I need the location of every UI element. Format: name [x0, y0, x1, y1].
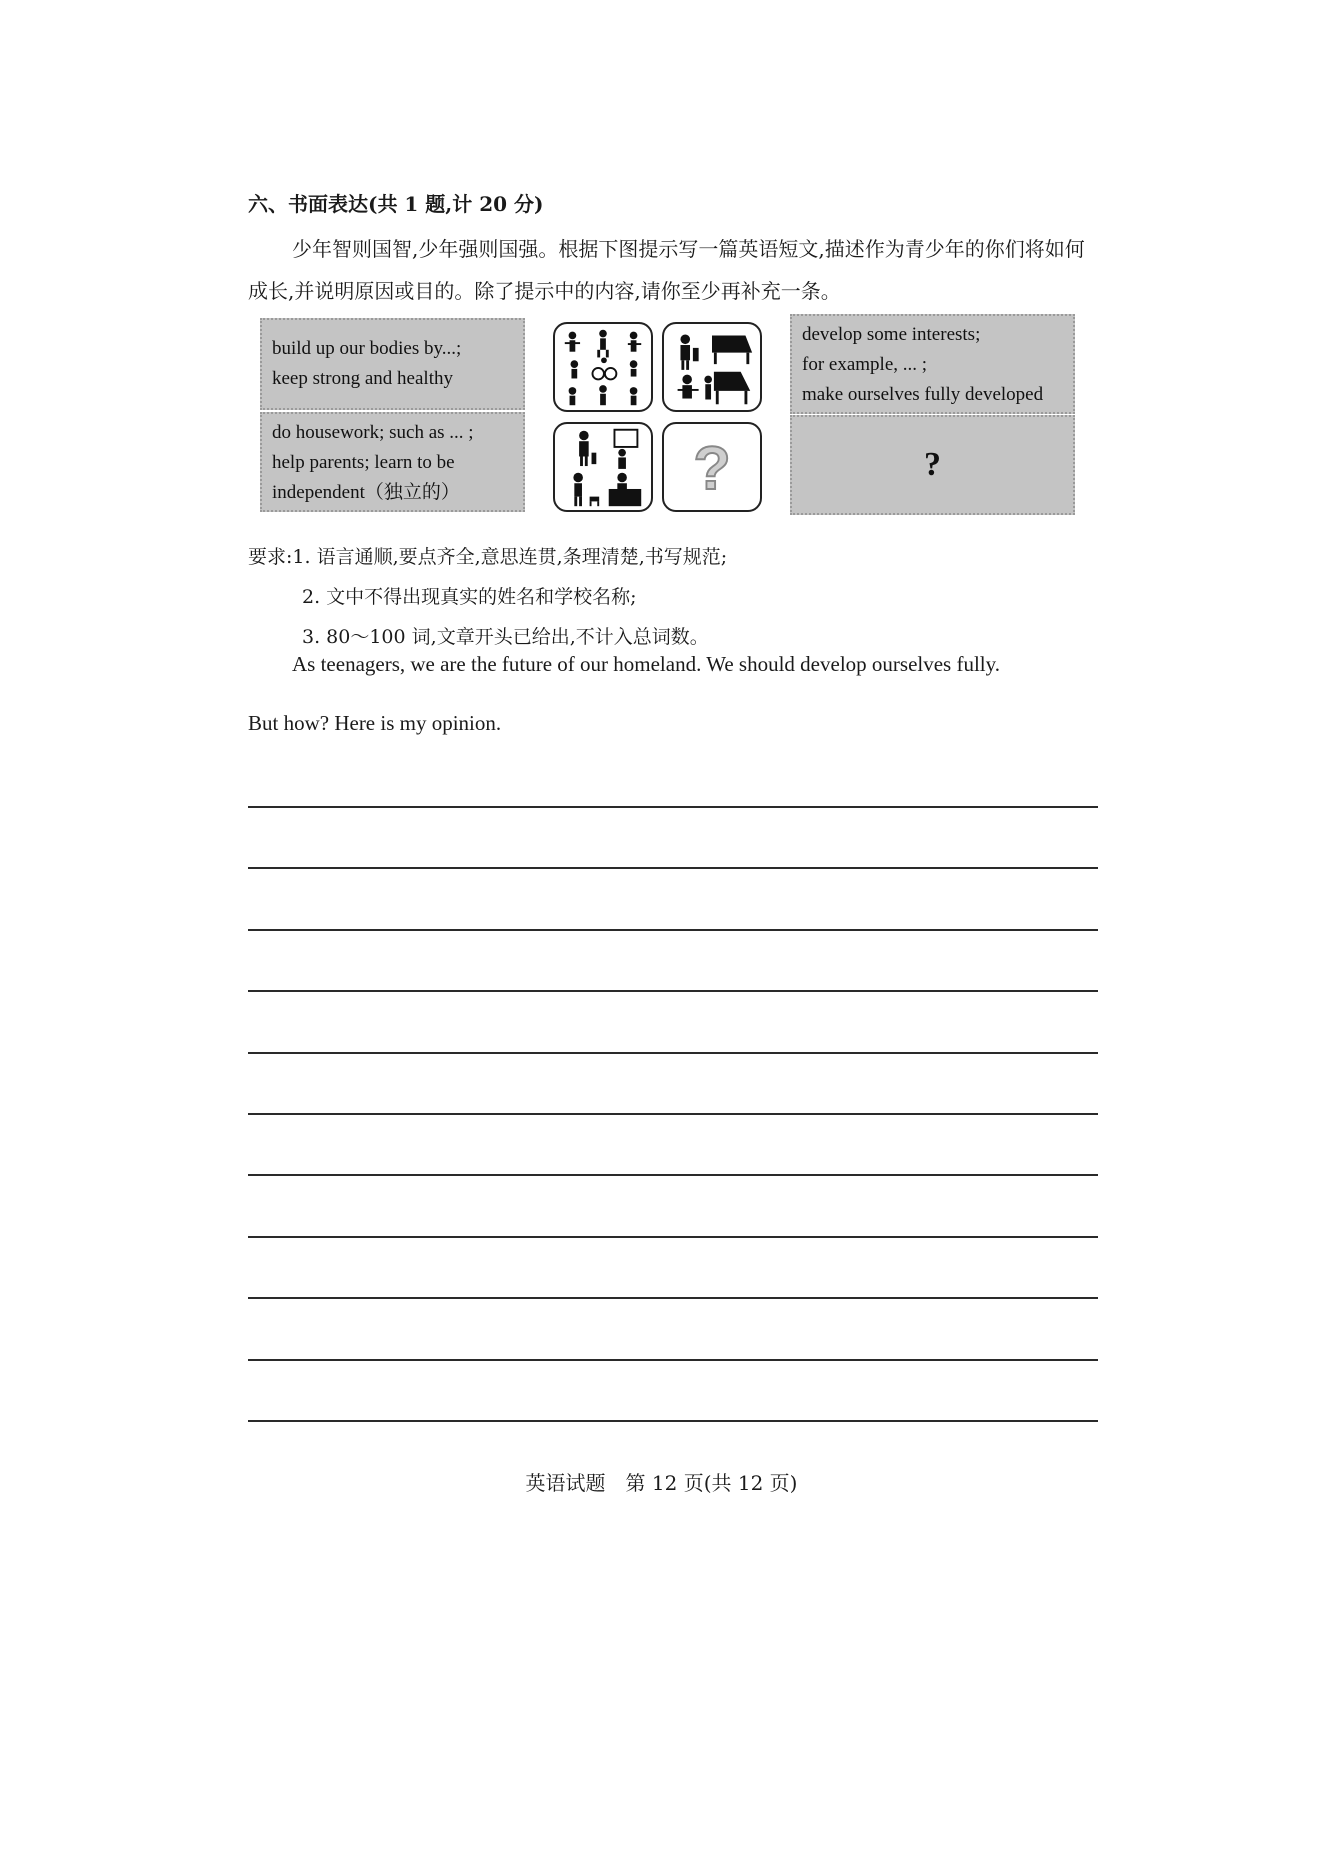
question-mark: ? — [924, 446, 941, 483]
intro-text: 少年智则国智,少年强则国强。根据下图提示写一篇英语短文,描述作为青少年的你们将如何成长,并说明原因或目的。除了提示中的内容,请你至少再补充一条。 — [248, 237, 1085, 303]
hint-box-bodies — [260, 318, 525, 410]
sports-figures-icon — [553, 322, 653, 412]
hint-line: develop some interests; — [802, 324, 981, 345]
writing-line[interactable] — [248, 867, 1098, 869]
hint-line: for example, ... ; — [802, 354, 928, 375]
writing-line[interactable] — [248, 1359, 1098, 1361]
writing-line[interactable] — [248, 990, 1098, 992]
essay-opening — [248, 652, 1108, 736]
svg-text:?: ? — [693, 433, 731, 502]
hint-line: help parents; learn to be — [272, 452, 455, 473]
music-figures-icon — [662, 322, 762, 412]
writing-line[interactable] — [248, 1113, 1098, 1115]
requirement-2: 2. 文中不得出现真实的姓名和学校名称; — [302, 586, 637, 608]
requirement-3: 3. 80～100 词,文章开头已给出,不计入总词数。 — [302, 626, 709, 648]
writing-line[interactable] — [248, 1420, 1098, 1422]
hint-line: build up our bodies by...; — [272, 338, 462, 359]
hint-box-interests — [790, 314, 1075, 414]
opening-line-1: As teenagers, we are the future of our homeland. We should develop ourselves fully. — [292, 652, 1001, 676]
writing-line[interactable] — [248, 1236, 1098, 1238]
hint-box-your-idea — [790, 415, 1075, 515]
hint-line: make ourselves fully developed — [802, 384, 1044, 405]
page-footer: 英语试题 第 12 页(共 12 页) — [525, 1471, 798, 1495]
writing-line[interactable] — [248, 929, 1098, 931]
writing-line[interactable] — [248, 1174, 1098, 1176]
hint-line: keep strong and healthy — [272, 368, 453, 389]
question-mark-icon — [662, 422, 762, 512]
requirement-1: 要求:1. 语言通顺,要点齐全,意思连贯,条理清楚,书写规范; — [248, 546, 728, 568]
requirements — [248, 537, 727, 657]
hint-box-housework — [260, 412, 525, 512]
writing-line[interactable] — [248, 1297, 1098, 1299]
hint-line: do housework; such as ... ; — [272, 422, 474, 443]
section-title: 六、书面表达(共 1 题,计 20 分) — [248, 192, 544, 216]
housework-figures-icon — [553, 422, 653, 512]
writing-line[interactable] — [248, 806, 1098, 808]
hint-line: independent（独立的） — [272, 482, 460, 503]
opening-line-2: But how? Here is my opinion. — [248, 711, 502, 735]
writing-line[interactable] — [248, 1052, 1098, 1054]
intro-paragraph — [248, 228, 1103, 312]
